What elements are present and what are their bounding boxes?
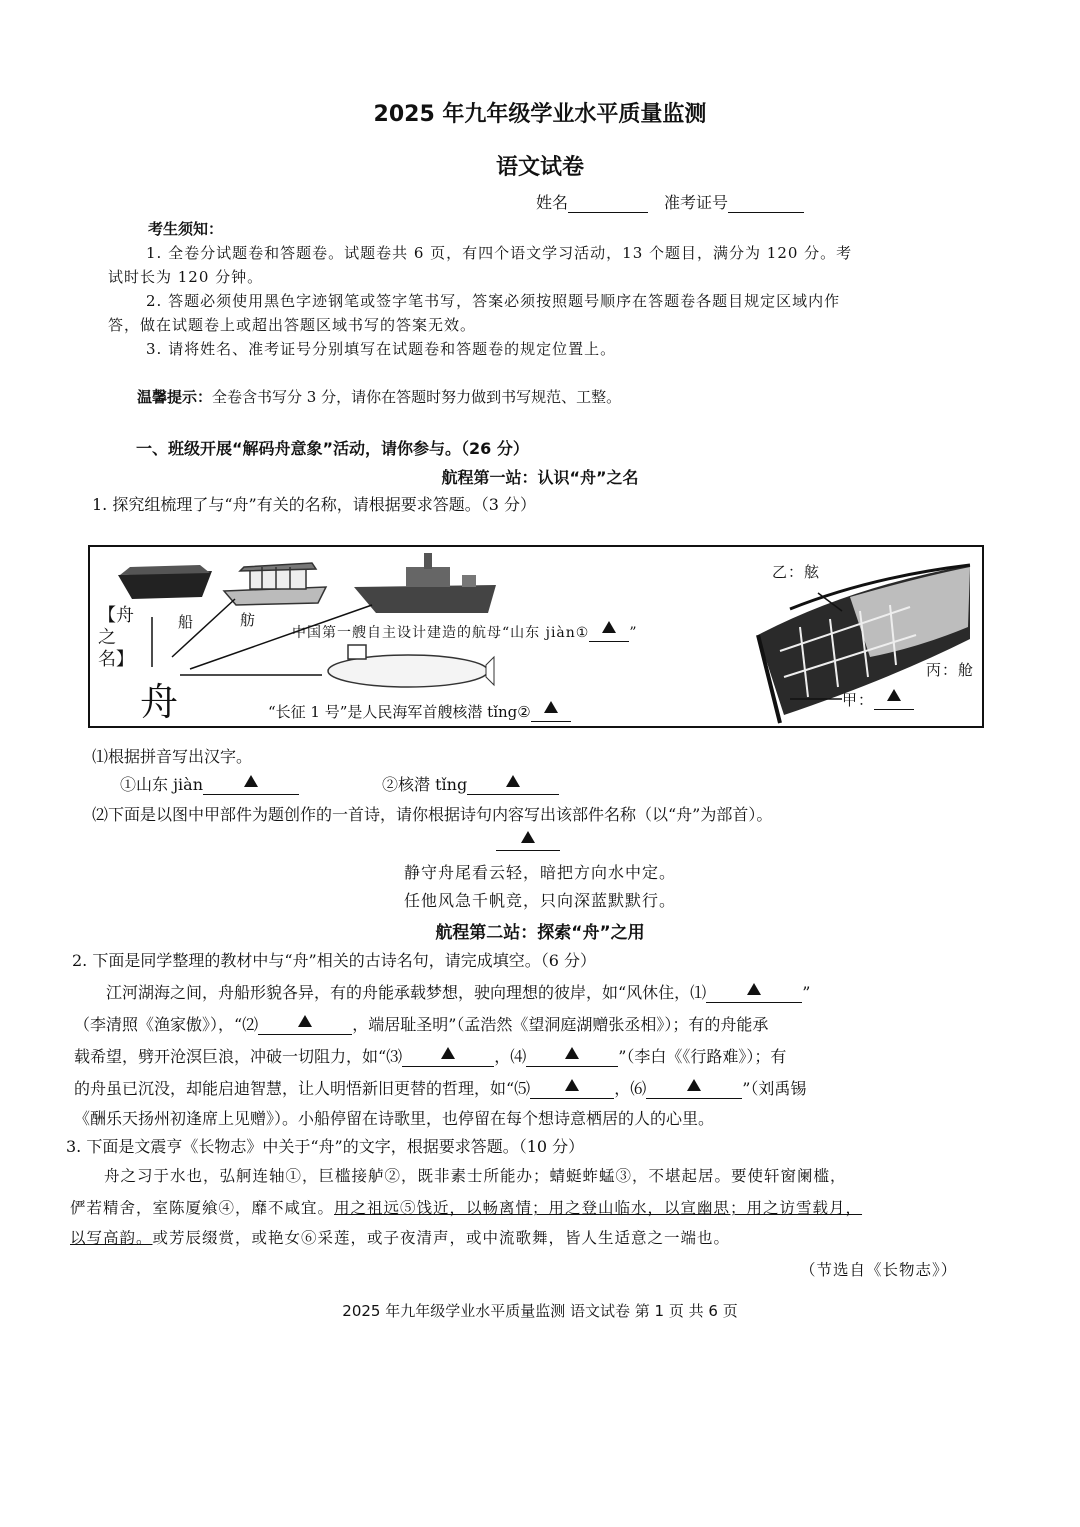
name-blank[interactable] [568,212,648,213]
question-1: 1. 探究组梳理了与“舟”有关的名称，请根据要求答题。（3 分） [92,495,536,514]
q3-line-2-text: 俨若精舍，室陈厦飨④，靡不咸宜。 [70,1199,335,1217]
q3-underlined-sentence-2: 以写高韵。 [70,1229,153,1247]
poem-line-1: 静守舟尾看云轻，暗把方向水中定。 [403,863,676,882]
blank-marker-icon [565,1047,579,1059]
blank-marker-icon [544,701,558,713]
q1-part1-a-label: ①山东 jiàn [120,775,204,794]
figure-frame [88,545,984,728]
stop-1-heading: 航程第一站：认识“舟”之名 [441,468,639,487]
submarine-image [328,645,494,687]
stop-2-heading: 航程第二站：探索“舟”之用 [435,923,645,943]
tip [137,386,621,407]
label-jia-group [842,689,914,710]
tip-label: 温馨提示： [137,388,213,406]
fang-boat-image [224,563,326,605]
blank-jia[interactable] [874,689,914,710]
id-field[interactable] [664,190,804,213]
poem-line-2: 任他风急千帆竞，只向深蓝默默行。 [403,891,676,910]
notice-item-1b: 试时长为 120 分钟。 [108,268,264,286]
q2-blank-3[interactable] [402,1046,494,1067]
answer-jia-blank[interactable] [496,830,560,851]
blank-marker-icon [887,689,901,701]
q2-blank-2[interactable] [258,1014,352,1035]
page-footer: 2025 年九年级学业水平质量监测 语文试卷 第 1 页 共 6 页 [342,1302,738,1320]
carrier-caption [292,621,638,642]
id-blank[interactable] [728,212,804,213]
q2-line-2-text: （李清照《渔家傲》），“⑵ [74,1015,259,1034]
q2-line-3-text: 载希望，劈开沧溟巨浪，冲破一切阻力，如“⑶ [74,1047,403,1066]
label-chuan: 船 [178,613,195,631]
notice-item-2b: 答，做在试题卷上或超出答题区域书写的答案无效。 [108,316,477,334]
warship-image [354,553,496,613]
q2-line-3-end: ”（李白《《行路难》）；有 [618,1047,787,1066]
blank-marker-icon [687,1079,701,1091]
q2-line-3-mid: ，⑷ [494,1047,527,1066]
carrier-text: 中国第一艘自主设计建造的航母“山东 jiàn① [292,625,590,641]
q3-line-3 [70,1226,730,1248]
submarine-caption [268,701,571,722]
blank-marker-icon [602,621,616,633]
blank-marker-icon [521,831,535,843]
q1-part2: ⑵下面是以图中甲部件为题创作的一首诗，请你根据诗句内容写出该部件名称（以“舟”为部首）。 [92,805,773,824]
q2-line-5: 《酬乐天扬州初逢席上见赠》）。小船停留在诗歌里，也停留在每个想诗意栖居的人的心里。 [74,1109,715,1128]
sub-text: “长征 1 号”是人民海军首艘核潜 tǐng② [268,703,531,721]
q1-part1: ⑴根据拼音写出汉字。 [92,747,253,766]
blank-1[interactable] [589,621,629,642]
q2-line-1-end: ” [802,983,811,1002]
q3-source: （节选自《长物志》） [800,1261,958,1279]
q3-line-1: 舟之习于水也，弘舸连轴①，巨槛接舻②，既非素士所能办；蜻蜓蚱蜢③，不堪起居。要使轩窗阑槛， [104,1167,847,1185]
id-label: 准考证号 [664,193,729,212]
tip-text: 全卷含书写分 3 分，请你在答题时努力做到书写规范、工整。 [212,388,622,406]
blank-2[interactable] [531,701,571,722]
section-1-heading: 一、班级开展“解码舟意象”活动，请你参与。（26 分） [136,439,529,458]
q2-blank-5[interactable] [530,1078,614,1099]
q1-part1-b [382,772,559,795]
q2-line-4-text: 的舟虽已沉没，却能启迪智慧，让人明悟新旧更替的哲理，如“⑸ [74,1079,531,1098]
figure-side-label: 【舟之名】 [98,605,134,670]
boat-image [118,565,212,599]
blank-marker-icon [298,1015,312,1027]
q2-line-4-mid: ，⑹ [614,1079,647,1098]
q3-line-3-text: 或芳辰缀赏，或艳女⑥采莲，或子夜清声，或中流歌舞，皆人生适意之一端也。 [152,1229,731,1247]
answer-jia-part[interactable] [496,830,560,851]
blank-marker-icon [506,775,520,787]
q1-part1-b-label: ②核潜 tǐng [382,775,468,794]
question-3: 3. 下面是文震亨《长物志》中关于“舟”的文字，根据要求答题。（10 分） [66,1137,585,1156]
blank-marker-icon [565,1079,579,1091]
answer-ting[interactable] [467,774,559,795]
question-2: 2. 下面是同学整理的教材中与“舟”相关的古诗名句，请完成填空。（6 分） [72,951,596,970]
q2-line-1 [106,980,810,1003]
q3-underlined-sentence-1: 用之祖远⑤饯近，以畅离情；用之登山临水，以宣幽思；用之访雪载月， [334,1199,863,1217]
exam-subtitle: 语文试卷 [495,155,584,180]
q2-line-3 [74,1044,786,1067]
label-jia: 甲： [842,691,875,709]
q2-line-4-end: ”（刘禹锡 [742,1079,807,1098]
carrier-end: ” [629,625,638,641]
q2-line-1-text: 江河湖海之间，舟船形貌各异，有的舟能承载梦想，驶向理想的彼岸，如“风休住，⑴ [106,983,707,1002]
label-bing: 丙：舱 [926,661,975,679]
q3-line-2 [70,1196,862,1218]
q1-part1-a [120,772,299,795]
notice-item-3: 3. 请将姓名、准考证号分别填写在试题卷和答题卷的规定位置上。 [146,340,617,358]
q2-blank-4[interactable] [526,1046,618,1067]
q2-blank-1[interactable] [706,982,802,1003]
notice-item-2a: 2. 答题必须使用黑色字迹钢笔或签字笔书写，答案必须按照题号顺序在答题卷各题目规定区域内作 [146,292,841,310]
q2-line-2 [74,1012,768,1035]
q2-blank-6[interactable] [646,1078,742,1099]
blank-marker-icon [244,775,258,787]
q2-line-4 [74,1076,806,1099]
figure-big-char: 舟 [140,680,179,724]
blank-marker-icon [747,983,761,995]
q2-line-2-end: ，端居耻圣明”（孟浩然《望洞庭湖赠张丞相》）；有的舟能承 [352,1015,769,1034]
name-label: 姓名 [536,193,569,212]
answer-jian[interactable] [203,774,299,795]
exam-title: 2025 年九年级学业水平质量监测 [373,102,707,127]
blank-marker-icon [441,1047,455,1059]
name-field[interactable] [536,190,648,213]
label-yi: 乙：舷 [772,563,821,581]
label-fang: 舫 [240,611,257,629]
notice-item-1a: 1. 全卷分试题卷和答题卷。试题卷共 6 页，有四个语文学习活动，13 个题目，满分为 120 分。考 [146,244,853,262]
notice-heading: 考生须知： [148,220,224,238]
